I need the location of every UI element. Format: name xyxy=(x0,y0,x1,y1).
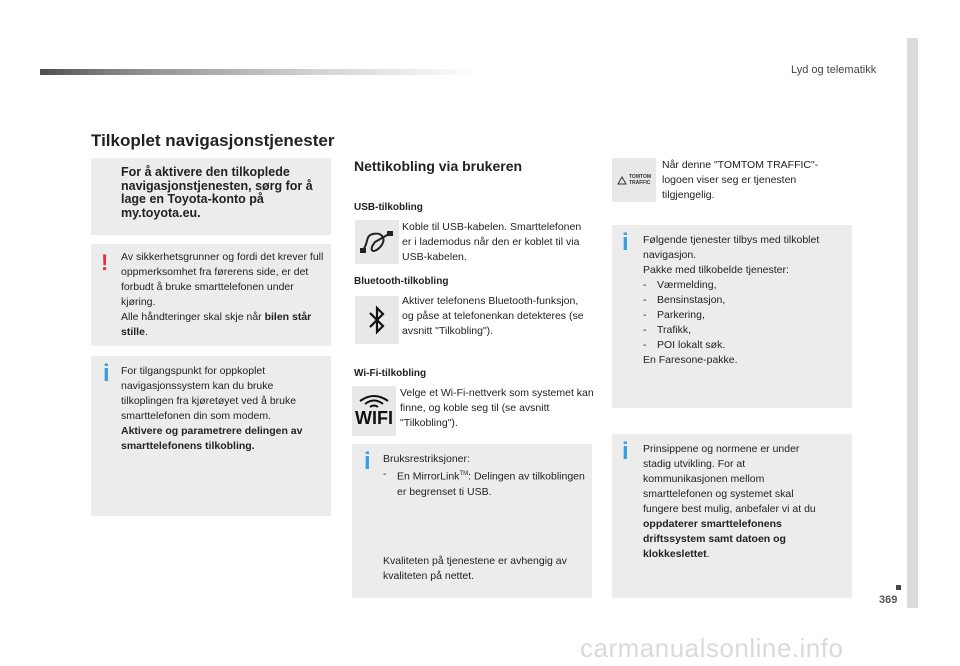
service-item: - Værmelding, xyxy=(643,279,717,291)
info-icon: i xyxy=(364,448,371,475)
modem-bold: Aktivere og parametrere delingen av smarttelefonens tilkobling. xyxy=(121,425,303,452)
page-title: Tilkoplet navigasjonstjenester xyxy=(91,131,335,150)
principles-box xyxy=(612,434,852,598)
quality-text: Kvaliteten på tjenestene er avhengig av kvaliteten på nettet. xyxy=(383,555,567,582)
modem-sentence: For tilgangspunkt for oppkoplet navigasjonssystem kan du bruke tilkoplingen fra kjøretøyet ved å bruke smarttelefonen din som modem. xyxy=(121,365,297,422)
service-item-label: Værmelding, xyxy=(657,279,717,291)
restriction-item xyxy=(397,467,588,500)
trademark: TM xyxy=(459,471,469,477)
usb-cable-icon xyxy=(355,220,399,264)
warning-line2: Alle håndteringer skal skje når xyxy=(121,311,265,323)
page-number: 369 xyxy=(879,594,898,606)
warning-end: . xyxy=(144,326,148,338)
warning-text xyxy=(121,250,326,340)
tomtom-text: Når denne "TOMTOM TRAFFIC"-logoen viser seg er tjenesten tilgjengelig. xyxy=(662,159,819,201)
services-extra: En Faresone-pakke. xyxy=(643,354,738,366)
toyota-account-text: For å aktivere den tilkoplede navigasjonstjenesten, sørg for å lage en Toyota-konto på my.toyota.eu. xyxy=(121,165,313,220)
warning-icon: ! xyxy=(101,250,109,275)
info-box-modem xyxy=(91,356,331,516)
section-heading: Nettikobling via brukeren xyxy=(354,158,523,174)
service-item: - Parkering, xyxy=(643,309,705,321)
restriction-item-start: En MirrorLink xyxy=(397,470,460,483)
list-dash: - xyxy=(383,468,387,480)
tomtom-word: TOMTOM xyxy=(628,174,652,180)
traffic-word: TRAFFIC xyxy=(628,180,651,186)
warning-box xyxy=(91,244,331,346)
info-icon: i xyxy=(622,229,629,256)
usb-text: Koble til USB-kabelen. Smarttelefonen er i lademodus når den er koblet til via USB-kabelen. xyxy=(402,221,582,263)
header-gradient-bar xyxy=(40,69,480,75)
tomtom-traffic-logo xyxy=(612,158,656,202)
service-item: - POI lokalt søk. xyxy=(643,339,726,351)
service-item-label: POI lokalt søk. xyxy=(657,339,726,351)
restrictions-box xyxy=(352,444,592,598)
warning-sentence: Av sikkerhetsgrunner og fordi det krever full oppmerksomhet fra førerens side, er det forbudt å bruke smarttelefonen under kjøring. xyxy=(121,251,324,308)
bluetooth-text: Aktiver telefonens Bluetooth-funksjon, og påse at telefonenkan detekteres (se avsnitt "Tilkobling"). xyxy=(402,295,584,337)
service-item: - Bensinstasjon, xyxy=(643,294,726,306)
principles-sentence: Prinsippene og normene er under stadig utvikling. For at kommunikasjonen mellom smarttelefonen og systemet skal fungere best mulig, anbefaler vi at du xyxy=(643,443,816,515)
service-item-label: Bensinstasjon, xyxy=(657,294,726,306)
service-item-label: Parkering, xyxy=(657,309,705,321)
warning-bold: bilen står stille xyxy=(121,311,312,338)
page-side-bar xyxy=(907,38,918,608)
info-icon: i xyxy=(103,360,110,387)
restrictions-text xyxy=(383,452,588,500)
modem-text xyxy=(121,364,326,454)
watermark: carmanualsonline.info xyxy=(580,633,844,663)
wifi-icon xyxy=(352,386,396,436)
restrictions-title: Bruksrestriksjoner: xyxy=(383,453,470,465)
principles-end: . xyxy=(706,548,710,560)
wifi-word: WIFI xyxy=(355,407,393,428)
usb-label: USB-tilkobling xyxy=(354,202,423,213)
wifi-text: Velge et Wi-Fi-nettverk som systemet kan finne, og koble seg til (se avsnitt "Tilkobling"). xyxy=(400,387,594,429)
bluetooth-label: Bluetooth-tilkobling xyxy=(354,276,449,287)
section-title: Lyd og telematikk xyxy=(791,64,877,76)
restriction-item-rest: : Delingen av tilkoblingen er begrenset ti USB. xyxy=(397,470,585,498)
services-pack: Pakke med tilkobelde tjenester: xyxy=(643,264,789,276)
info-icon: i xyxy=(622,438,629,465)
bluetooth-icon xyxy=(355,296,399,344)
service-item: - Trafikk, xyxy=(643,324,692,336)
principles-bold: oppdaterer smarttelefonens driftssystem samt datoen og klokkeslettet xyxy=(643,518,786,560)
service-item-label: Trafikk, xyxy=(657,324,692,336)
principles-text xyxy=(643,442,818,562)
toyota-account-note xyxy=(91,158,331,235)
services-text xyxy=(643,233,848,368)
services-intro: Følgende tjenester tilbys med tilkoblet navigasjon. xyxy=(643,234,820,261)
page-marker xyxy=(896,585,901,590)
services-box xyxy=(612,225,852,408)
wifi-label: Wi-Fi-tilkobling xyxy=(354,368,427,379)
